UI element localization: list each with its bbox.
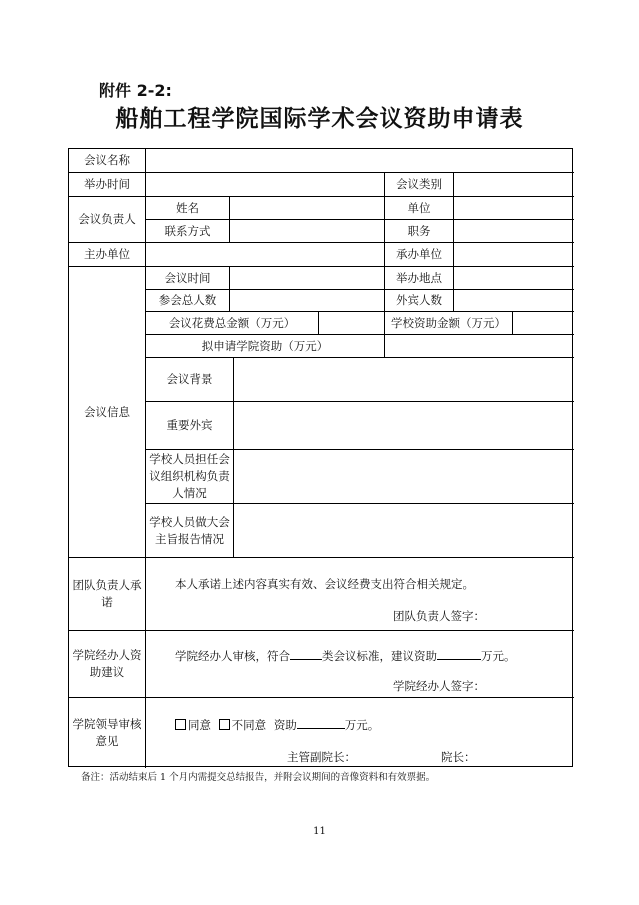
agree-checkbox[interactable]: [175, 719, 186, 730]
foreign-guests-field[interactable]: [454, 290, 574, 312]
category-blank[interactable]: [290, 647, 322, 660]
contact-field[interactable]: [230, 220, 385, 243]
keynote-label: 学校人员做大会主旨报告情况: [146, 504, 234, 558]
held-time-label: 举办时间: [69, 173, 146, 197]
footer-note: 备注：活动结束后 1 个月内需提交总结报告，并附会议期间的音像资料和有效票据。: [81, 772, 436, 783]
position-field[interactable]: [454, 220, 574, 243]
unit-field[interactable]: [454, 197, 574, 220]
conference-time-field[interactable]: [230, 267, 385, 290]
person-in-charge-label: 会议负责人: [69, 197, 146, 243]
vice-dean-signature-label: 主管副院长：: [287, 750, 356, 764]
host-unit-label: 主办单位: [69, 243, 146, 267]
attachment-label: 附件 2-2:: [99, 81, 172, 100]
disagree-label: 不同意: [231, 718, 267, 732]
page-number: 11: [313, 826, 326, 837]
total-cost-field[interactable]: [319, 312, 385, 335]
disagree-checkbox[interactable]: [219, 719, 230, 730]
background-field[interactable]: [234, 358, 574, 402]
handler-text-1: 学院经办人审核，符合: [175, 649, 290, 663]
conference-category-field[interactable]: [454, 173, 574, 197]
important-guests-label: 重要外宾: [146, 402, 234, 450]
agree-label: 同意: [188, 718, 211, 732]
total-cost-label: 会议花费总金额（万元）: [146, 312, 319, 335]
handler-signature-label: 学院经办人签字：: [393, 679, 485, 693]
background-label: 会议背景: [146, 358, 234, 402]
application-form-table: [68, 148, 573, 767]
venue-label: 举办地点: [385, 267, 454, 290]
team-commitment-text: 本人承诺上述内容真实有效、会议经费支出符合相关规定。: [175, 577, 474, 591]
proposed-funding-label: 拟申请学院资助（万元）: [146, 335, 385, 358]
venue-field[interactable]: [454, 267, 574, 290]
form-title: 船舶工程学院国际学术会议资助申请表: [115, 105, 524, 132]
team-commitment-area: [146, 558, 574, 631]
handler-text-3: 万元。: [481, 649, 516, 663]
suggested-amount-blank[interactable]: [437, 647, 481, 660]
team-commitment-label: 团队负责人承诺: [69, 558, 146, 631]
organizer-unit-label: 承办单位: [385, 243, 454, 267]
leader-review-options: [175, 716, 379, 733]
conference-name-field[interactable]: [146, 149, 574, 173]
host-unit-field[interactable]: [146, 243, 385, 267]
team-signature-label: 团队负责人签字：: [393, 609, 485, 623]
dean-signature-label: 院长：: [441, 750, 476, 764]
conference-info-label: 会议信息: [69, 267, 146, 558]
proposed-funding-field[interactable]: [385, 335, 574, 358]
conference-time-label: 会议时间: [146, 267, 230, 290]
school-funding-field[interactable]: [513, 312, 574, 335]
important-guests-field[interactable]: [234, 402, 574, 450]
held-time-field[interactable]: [146, 173, 385, 197]
school-funding-label: 学校资助金额（万元）: [385, 312, 513, 335]
unit-label: 单位: [385, 197, 454, 220]
approved-amount-blank[interactable]: [297, 716, 345, 729]
org-leaders-label: 学校人员担任会议组织机构负责人情况: [146, 450, 234, 504]
conference-name-label: 会议名称: [69, 149, 146, 173]
funding-label: 资助: [273, 718, 297, 732]
total-attendees-label: 参会总人数: [146, 290, 230, 312]
foreign-guests-label: 外宾人数: [385, 290, 454, 312]
leader-review-label: 学院领导审核意见: [69, 698, 146, 768]
org-leaders-field[interactable]: [234, 450, 574, 504]
conference-category-label: 会议类别: [385, 173, 454, 197]
total-attendees-field[interactable]: [230, 290, 385, 312]
handler-suggestion-text: [175, 647, 516, 664]
handler-suggestion-label: 学院经办人资助建议: [69, 631, 146, 698]
wan-yuan-label: 万元。: [344, 718, 380, 732]
position-label: 职务: [385, 220, 454, 243]
handler-text-2: 类会议标准，建议资助: [322, 649, 437, 663]
name-label: 姓名: [146, 197, 230, 220]
contact-label: 联系方式: [146, 220, 230, 243]
leader-review-area: [146, 698, 574, 768]
organizer-unit-field[interactable]: [454, 243, 574, 267]
keynote-field[interactable]: [234, 504, 574, 558]
handler-suggestion-area: [146, 631, 574, 698]
name-field[interactable]: [230, 197, 385, 220]
